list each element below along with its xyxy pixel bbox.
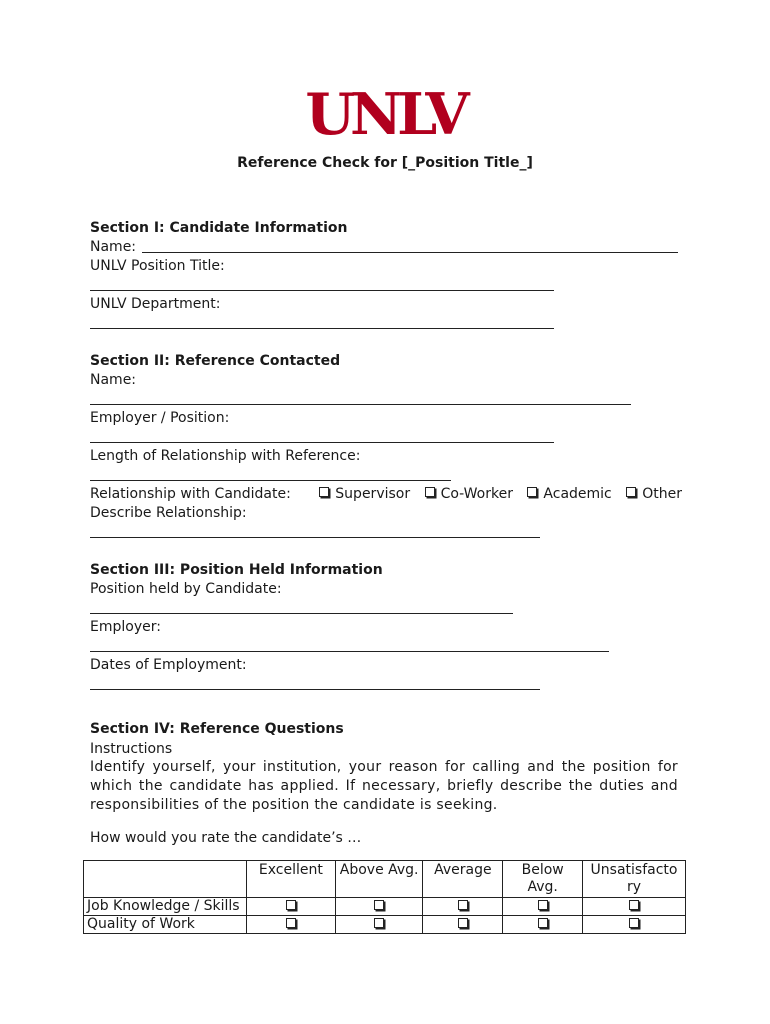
coworker-option-label: Co-Worker (440, 486, 513, 502)
checkbox-square-icon (286, 900, 296, 910)
position-held-label: Position held by Candidate: (90, 581, 282, 597)
employer-label: Employer: (90, 619, 161, 635)
candidate-name-label: Name: (90, 239, 137, 255)
supervisor-checkbox[interactable] (319, 485, 410, 503)
section-4-heading: Section IV: Reference Questions (90, 721, 344, 737)
reference-employer-label: Employer / Position: (90, 410, 230, 426)
column-header-average: Average (423, 861, 503, 898)
candidate-name-field[interactable] (90, 238, 678, 257)
position-held-underline[interactable] (90, 613, 513, 614)
checkbox-square-icon (286, 918, 296, 928)
relationship-with-candidate-row (90, 485, 682, 504)
column-header-below-avg: Below Avg. (503, 861, 583, 898)
rating-checkbox[interactable] (503, 916, 583, 934)
rating-checkbox[interactable] (423, 916, 503, 934)
rating-checkbox[interactable] (583, 916, 686, 934)
employer-underline[interactable] (90, 651, 609, 652)
column-header-above-avg: Above Avg. (335, 861, 423, 898)
page-title: Reference Check for [_Position Title_] (237, 155, 533, 171)
reference-name-underline[interactable] (90, 404, 631, 405)
table-row (84, 916, 686, 934)
rating-checkbox[interactable] (246, 916, 335, 934)
rating-checkbox[interactable] (583, 898, 686, 916)
checkbox-square-icon (319, 487, 329, 497)
checkbox-square-icon (629, 900, 639, 910)
candidate-name-underline (142, 252, 678, 253)
column-header-excellent: Excellent (246, 861, 335, 898)
checkbox-square-icon (458, 918, 468, 928)
rating-checkbox[interactable] (503, 898, 583, 916)
relationship-with-candidate-label: Relationship with Candidate: (90, 486, 291, 502)
unlv-position-title-underline[interactable] (90, 290, 554, 291)
rate-prompt: How would you rate the candidate’s … (90, 830, 362, 846)
checkbox-square-icon (538, 900, 548, 910)
rating-checkbox[interactable] (246, 898, 335, 916)
describe-relationship-label: Describe Relationship: (90, 505, 247, 521)
reference-name-label: Name: (90, 372, 137, 388)
checkbox-square-icon (626, 487, 636, 497)
checkbox-square-icon (374, 918, 384, 928)
column-header-unsatisfactory: Unsatisfacto ry (583, 861, 686, 898)
unlv-logo: UNLV (305, 81, 465, 148)
checkbox-square-icon (629, 918, 639, 928)
relationship-length-label: Length of Relationship with Reference: (90, 448, 361, 464)
academic-option-label: Academic (543, 486, 612, 502)
rating-checkbox[interactable] (335, 898, 423, 916)
section-1-heading: Section I: Candidate Information (90, 220, 348, 236)
table-row (84, 898, 686, 916)
row-label-job-knowledge: Job Knowledge / Skills (84, 898, 247, 916)
section-3-heading: Section III: Position Held Information (90, 562, 383, 578)
instructions-label: Instructions (90, 741, 173, 757)
checkbox-square-icon (374, 900, 384, 910)
section-2-heading: Section II: Reference Contacted (90, 353, 341, 369)
unlv-department-label: UNLV Department: (90, 296, 221, 312)
rating-table (83, 860, 686, 934)
dates-of-employment-label: Dates of Employment: (90, 657, 247, 673)
rating-table-header (84, 861, 686, 898)
describe-relationship-underline[interactable] (90, 537, 540, 538)
dates-of-employment-underline[interactable] (90, 689, 540, 690)
other-checkbox[interactable] (626, 485, 682, 503)
checkbox-square-icon (527, 487, 537, 497)
unlv-position-title-label: UNLV Position Title: (90, 258, 225, 274)
supervisor-option-label: Supervisor (335, 486, 411, 502)
row-label-quality-of-work: Quality of Work (84, 916, 247, 934)
checkbox-square-icon (425, 487, 435, 497)
rating-checkbox[interactable] (335, 916, 423, 934)
column-header-blank (84, 861, 247, 898)
reference-employer-underline[interactable] (90, 442, 554, 443)
academic-checkbox[interactable] (527, 485, 611, 503)
checkbox-square-icon (538, 918, 548, 928)
unlv-department-underline[interactable] (90, 328, 554, 329)
coworker-checkbox[interactable] (425, 485, 513, 503)
instructions-text: Identify yourself, your institution, your reason for calling and the position for which the candidate has applied. If necessary, briefly describe the duties and responsibilities of the position the candidate is seeking. (90, 759, 678, 813)
checkbox-square-icon (458, 900, 468, 910)
rating-checkbox[interactable] (423, 898, 503, 916)
relationship-length-underline[interactable] (90, 480, 451, 481)
other-option-label: Other (642, 486, 682, 502)
